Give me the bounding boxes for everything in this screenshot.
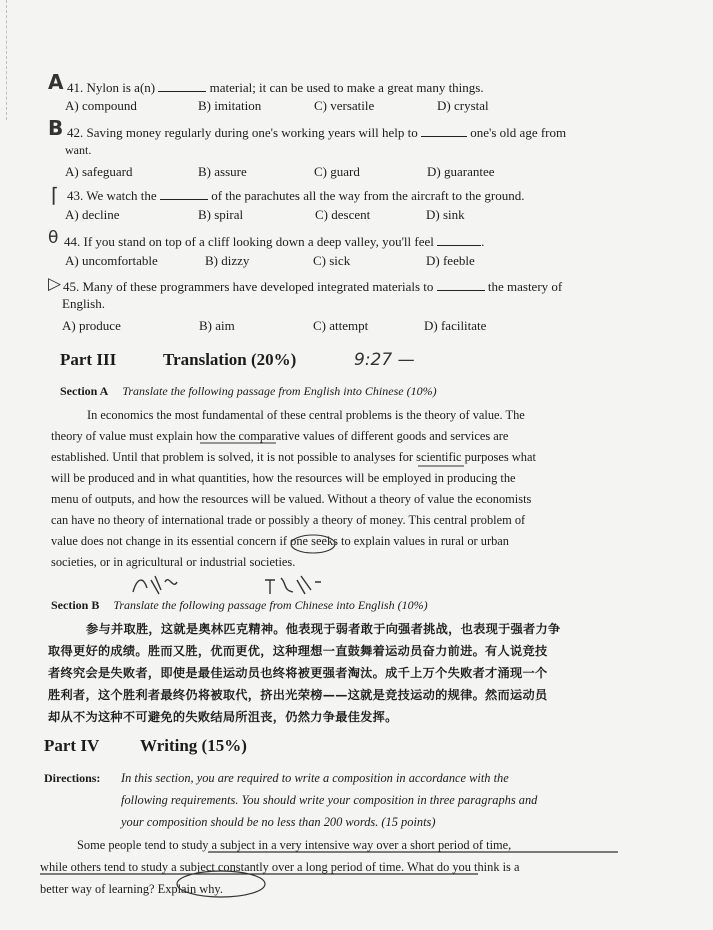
option: B) aim (199, 318, 235, 333)
section-a-label: Section A (60, 384, 109, 398)
prompt-line: better way of learning? Explain why. (40, 882, 223, 896)
question-text: We watch the (86, 188, 157, 203)
option: C) descent (315, 207, 371, 222)
option: A) compound (65, 98, 137, 113)
option: D) feeble (426, 253, 475, 268)
directions-line: your composition should be no less than 200 words. (15 points) (121, 815, 436, 829)
part-iv-title: Writing (15%) (140, 736, 247, 755)
question-42-stem (67, 124, 566, 141)
answer-blank (158, 79, 206, 92)
scan-edge-line (6, 0, 9, 120)
passage-line: value does not change in its essential concern if one seeks to explain values in rural or urban (51, 534, 509, 548)
answer-blank (437, 278, 485, 291)
handwritten-answer-42: B (48, 116, 64, 140)
question-text: material; it can be used to make a great many things. (209, 80, 484, 95)
prompt-line: while others tend to study a subject constantly over a long period of time. What do you think is a (40, 860, 520, 874)
prompt-line: Some people tend to study a subject in a very intensive way over a short period of time, (77, 838, 512, 852)
question-text: the mastery of (487, 279, 563, 294)
directions-label: Directions: (44, 771, 101, 785)
option: B) spiral (198, 207, 244, 222)
question-number: 43. (67, 188, 84, 203)
option: C) guard (314, 164, 360, 179)
section-b-passage (48, 618, 638, 728)
option: B) dizzy (205, 253, 250, 268)
section-b-heading (51, 598, 428, 613)
option: D) crystal (437, 98, 489, 113)
part-iv-label: Part IV (44, 736, 100, 755)
handwritten-answer-41: A (48, 70, 64, 94)
question-45-stem (63, 278, 562, 295)
section-b-instruction: Translate the following passage from Chinese into English (10%) (113, 598, 428, 612)
handwritten-mark-44: θ (48, 228, 59, 248)
question-45-continuation: English. (62, 296, 105, 311)
option: D) facilitate (424, 318, 487, 333)
passage-line: societies, or in agricultural or industrial societies. (51, 555, 296, 569)
option: C) sick (313, 253, 351, 268)
passage-line: theory of value must explain how the comparative values of different goods and services are (51, 429, 509, 443)
question-44-stem (64, 233, 484, 250)
option: C) attempt (313, 318, 369, 333)
part-iii-label: Part III (60, 350, 117, 369)
option: B) imitation (198, 98, 262, 113)
handwritten-time-note: 9:27 — (354, 350, 415, 370)
question-number: 44. (64, 234, 81, 249)
section-a-heading (60, 384, 437, 399)
handwritten-scribble (125, 570, 355, 600)
passage-line: In economics the most fundamental of these central problems is the theory of value. The (87, 408, 525, 422)
answer-blank (437, 233, 481, 246)
handwritten-tick-43: ⌈ (51, 183, 59, 207)
passage-line: established. Until that problem is solved, it is not possible to analyses for scientific purposes what (51, 450, 536, 464)
passage-line: menu of outputs, and how the resources will be valued. Without a theory of value the economists (51, 492, 532, 506)
part-iii-title: Translation (20%) (163, 350, 297, 369)
question-text: Many of these programmers have developed integrated materials to (82, 279, 434, 294)
directions-line: following requirements. You should write your composition in three paragraphs and (121, 793, 538, 807)
answer-blank (421, 124, 467, 137)
question-text: of the parachutes all the way from the aircraft to the ground. (211, 188, 525, 203)
question-text: one's old age from (470, 125, 567, 140)
passage-line: 参与并取胜，这就是奥林匹克精神。他表现于弱者敢于向强者挑战，也表现于强者力争 (86, 622, 561, 636)
directions-text (121, 767, 621, 833)
question-number: 41. (67, 80, 84, 95)
passage-line: can have no theory of international trade or possibly a theory of money. This central problem of (51, 513, 526, 527)
passage-line: 却从不为这种不可避免的失败结局所沮丧，仍然力争最佳发挥。 (48, 710, 398, 724)
section-a-passage (51, 405, 632, 573)
question-text: If you stand on top of a cliff looking down a deep valley, you'll feel (83, 234, 434, 249)
directions-line: In this section, you are required to write a composition in accordance with the (121, 771, 509, 785)
option: A) uncomfortable (65, 253, 158, 268)
question-number: 45. (63, 279, 80, 294)
question-number: 42. (67, 125, 84, 140)
question-text: Saving money regularly during one's working years will help to (86, 125, 418, 140)
question-43-stem (67, 187, 525, 204)
passage-line: 者终究会是失败者，即使是最佳运动员也终将被更强者淘汰。成千上万个失败者才涌现一个 (48, 666, 548, 680)
writing-prompt (40, 834, 620, 900)
answer-blank (160, 187, 208, 200)
option: C) versatile (314, 98, 375, 113)
question-42-continuation: want. (65, 143, 92, 157)
option: A) produce (62, 318, 121, 333)
option: D) sink (426, 207, 465, 222)
passage-line: will be produced and in what quantities, how the resources will be employed in producing the (51, 471, 516, 485)
question-41-stem (67, 79, 484, 96)
passage-line: 取得更好的成绩。胜而又胜，优而更优，这种理想一直鼓舞着运动员奋力前进。有人说竞技 (48, 644, 548, 658)
option: A) decline (65, 207, 120, 222)
question-text: . (481, 234, 485, 249)
option: D) guarantee (427, 164, 495, 179)
option: B) assure (198, 164, 247, 179)
section-b-label: Section B (51, 598, 100, 612)
passage-line: 胜利者，这个胜利者最终仍将被取代，挤出光荣榜——这就是竞技运动的规律。然而运动员 (48, 688, 548, 702)
option: A) safeguard (65, 164, 133, 179)
handwritten-mark-45: ▷ (48, 274, 62, 294)
section-a-instruction: Translate the following passage from English into Chinese (10%) (122, 384, 437, 398)
question-text: Nylon is a(n) (86, 80, 156, 95)
